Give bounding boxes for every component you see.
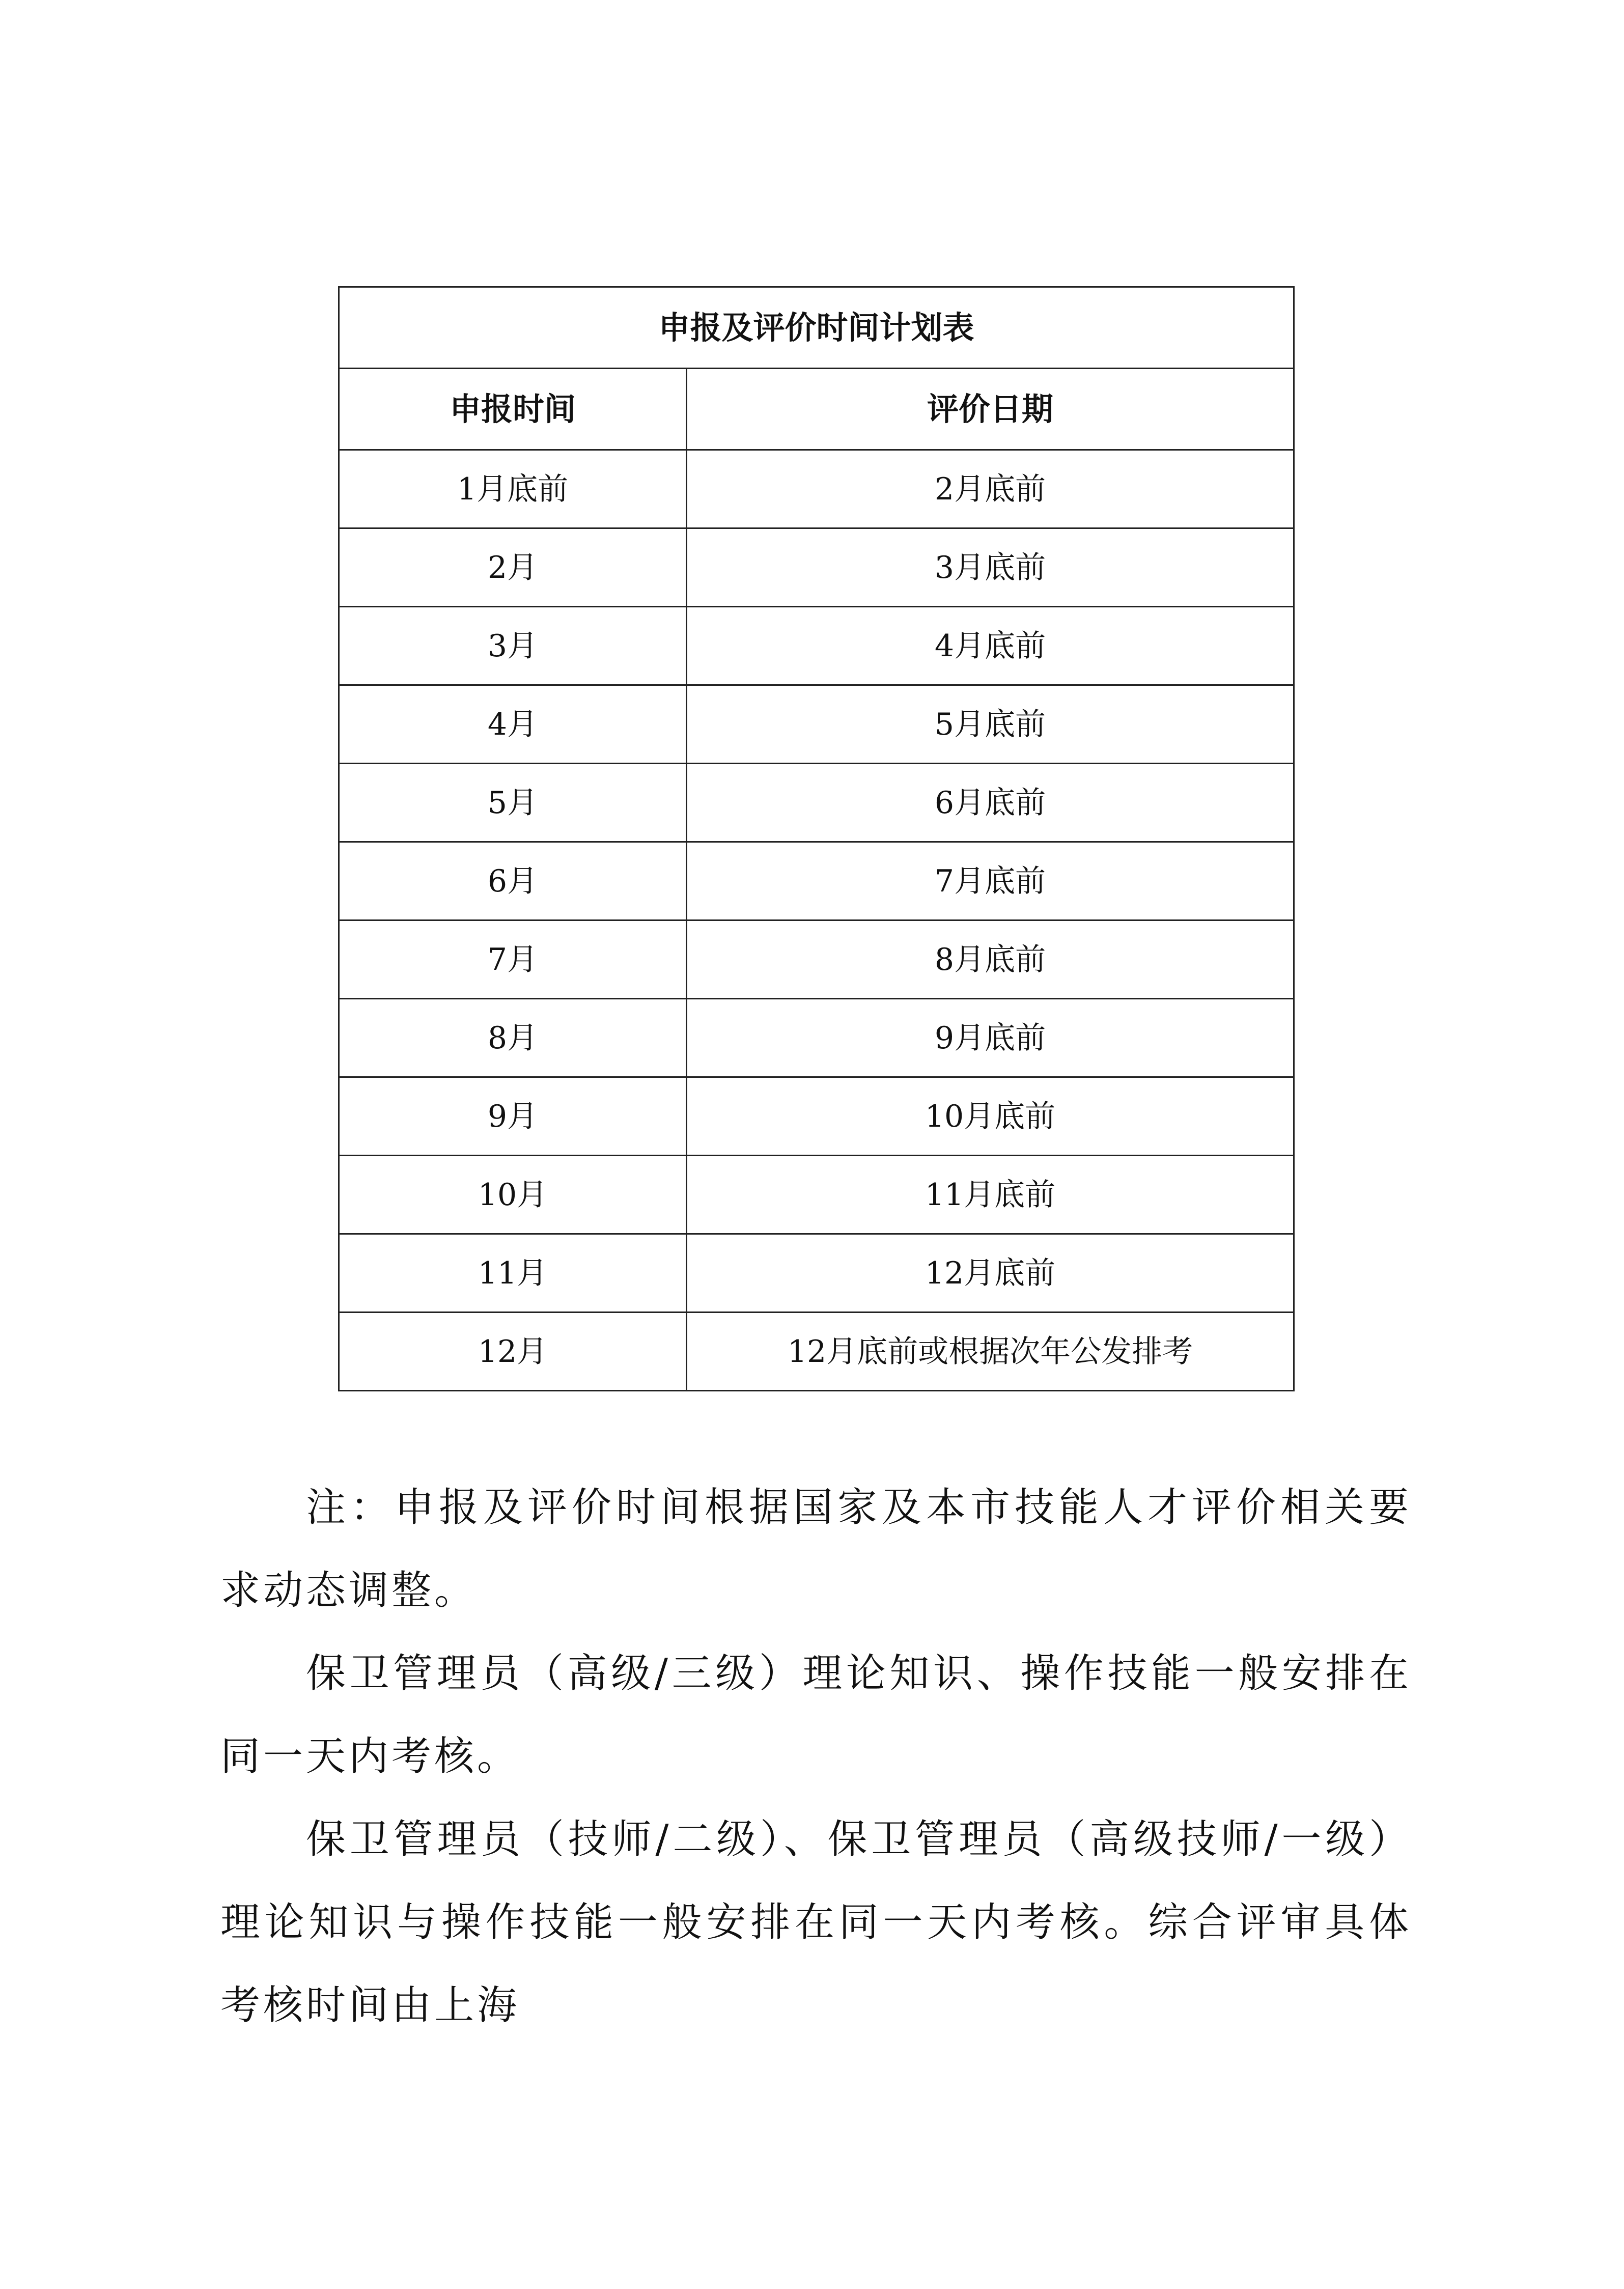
note-paragraph-senior-level: 保卫管理员（高级/三级）理论知识、操作技能一般安排在同一天内考核。: [220, 1651, 1412, 1779]
notes-section: [220, 1466, 1412, 2047]
eval-date-cell: 4月底前: [687, 607, 1294, 685]
eval-date-cell: 7月底前: [687, 842, 1294, 920]
schedule-table: [338, 286, 1295, 1391]
column-header-apply-time: 申报时间: [339, 369, 687, 450]
table-row: [339, 528, 1294, 607]
apply-time-cell: 12月: [339, 1313, 687, 1391]
table-row: [339, 1234, 1294, 1313]
table-header-row: [339, 369, 1294, 450]
table-row: [339, 607, 1294, 685]
apply-time-cell: 1月底前: [339, 450, 687, 528]
eval-date-cell: 3月底前: [687, 528, 1294, 607]
table-row: [339, 1313, 1294, 1391]
eval-date-cell: 12月底前或根据次年公发排考: [687, 1313, 1294, 1391]
table-row: [339, 764, 1294, 842]
table-row: [339, 842, 1294, 920]
note-paragraph-technician-level: 保卫管理员（技师/二级）、保卫管理员（高级技师/一级）理论知识与操作技能一般安排在同一天内考核。综合评审具体考核时间由上海: [220, 1817, 1412, 2028]
eval-date-cell: 12月底前: [687, 1234, 1294, 1313]
table-row: [339, 685, 1294, 764]
apply-time-cell: 9月: [339, 1077, 687, 1156]
apply-time-cell: 5月: [339, 764, 687, 842]
apply-time-cell: 2月: [339, 528, 687, 607]
eval-date-cell: 8月底前: [687, 920, 1294, 999]
note-paragraph-adjustment: 注：申报及评价时间根据国家及本市技能人才评价相关要求动态调整。: [220, 1485, 1412, 1613]
table-row: [339, 1156, 1294, 1234]
apply-time-cell: 10月: [339, 1156, 687, 1234]
eval-date-cell: 2月底前: [687, 450, 1294, 528]
eval-date-cell: 5月底前: [687, 685, 1294, 764]
apply-time-cell: 3月: [339, 607, 687, 685]
apply-time-cell: 7月: [339, 920, 687, 999]
table-title: 申报及评价时间计划表: [339, 287, 1294, 369]
table-row: [339, 920, 1294, 999]
apply-time-cell: 8月: [339, 999, 687, 1077]
column-header-eval-date: 评价日期: [687, 369, 1294, 450]
apply-time-cell: 6月: [339, 842, 687, 920]
eval-date-cell: 9月底前: [687, 999, 1294, 1077]
apply-time-cell: 11月: [339, 1234, 687, 1313]
table-row: [339, 999, 1294, 1077]
eval-date-cell: 11月底前: [687, 1156, 1294, 1234]
table-row: [339, 450, 1294, 528]
eval-date-cell: 10月底前: [687, 1077, 1294, 1156]
table-title-row: [339, 287, 1294, 369]
table-row: [339, 1077, 1294, 1156]
eval-date-cell: 6月底前: [687, 764, 1294, 842]
apply-time-cell: 4月: [339, 685, 687, 764]
